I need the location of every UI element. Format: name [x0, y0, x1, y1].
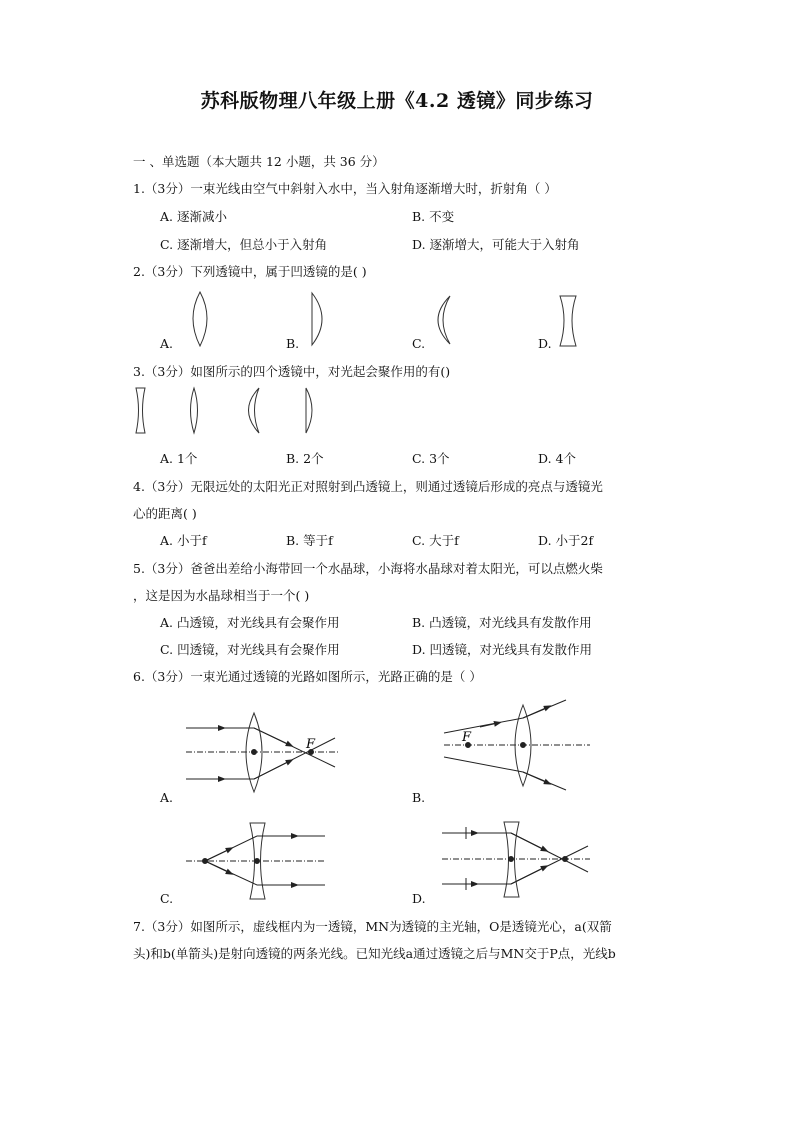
q6-diagram-c [186, 823, 325, 899]
q6-b-focus-label: F [462, 730, 472, 745]
q6-diagram-d [442, 822, 590, 897]
q3-option-d: D. 4个 [538, 451, 576, 466]
q2-option-b: B. [286, 336, 300, 351]
q4-option-c: C. 大于f [412, 533, 459, 548]
q2-option-d: D. [538, 336, 552, 351]
question-5-stem-line2: ，这是因为水晶球相当于一个( ) [133, 588, 310, 603]
q6-option-a: A. [160, 790, 174, 805]
section-heading: 一 、单选题（本大题共 12 小题，共 36 分） [133, 154, 385, 169]
question-7-stem-line2: 头)和b(单箭头)是射向透镜的两条光线。已知光线a通过透镜之后与MN交于P点，光线b [133, 946, 616, 961]
question-1-stem: 1.（3分）一束光线由空气中斜射入水中，当入射角逐渐增大时，折射角（ ） [133, 181, 557, 196]
q6-option-b: B. [412, 790, 426, 805]
q5-option-d: D. 凹透镜，对光线具有发散作用 [412, 642, 593, 657]
question-4-stem-line2: 心的距离( ) [133, 506, 197, 521]
question-7-stem-line1: 7.（3分）如图所示，虚线框内为一透镜，MN为透镜的主光轴，O是透镜光心，a(双箭 [133, 919, 612, 934]
question-5-stem-line1: 5.（3分）爸爸出差给小海带回一个水晶球，小海将水晶球对着太阳光，可以点燃火柴 [133, 561, 603, 576]
q1-option-a: A. 逐渐减小 [160, 209, 227, 224]
q4-option-d: D. 小于2f [538, 533, 594, 548]
q5-option-b: B. 凸透镜，对光线具有发散作用 [412, 615, 592, 630]
page-title: 苏科版物理八年级上册《4.2 透镜》同步练习 [200, 90, 594, 112]
q6-diagram-b [444, 700, 590, 790]
q2-option-a: A. [160, 336, 174, 351]
q4-option-b: B. 等于f [286, 533, 333, 548]
question-3-stem: 3.（3分）如图所示的四个透镜中，对光起会聚作用的有() [133, 364, 451, 379]
q6-diagram-a [186, 713, 340, 792]
q1-option-d: D. 逐渐增大，可能大于入射角 [412, 237, 580, 252]
q2-option-c: C. [412, 336, 426, 351]
q6-option-d: D. [412, 891, 426, 906]
q1-option-c: C. 逐渐增大，但总小于入射角 [160, 237, 328, 252]
q6-option-c: C. [160, 891, 174, 906]
q3-option-c: C. 3个 [412, 451, 450, 466]
q5-option-c: C. 凹透镜，对光线具有会聚作用 [160, 642, 340, 657]
q1-option-b: B. 不变 [412, 209, 455, 224]
q3-option-b: B. 2个 [286, 451, 324, 466]
question-6-stem: 6.（3分）一束光通过透镜的光路如图所示，光路正确的是（ ） [133, 669, 482, 684]
q4-option-a: A. 小于f [160, 533, 207, 548]
question-4-stem-line1: 4.（3分）无限远处的太阳光正对照射到凸透镜上，则通过透镜后形成的亮点与透镜光 [133, 479, 603, 494]
question-2-stem: 2.（3分）下列透镜中，属于凹透镜的是( ) [133, 264, 367, 279]
q6-a-focus-label: F [306, 737, 316, 752]
q3-option-a: A. 1个 [160, 451, 198, 466]
q5-option-a: A. 凸透镜，对光线具有会聚作用 [160, 615, 340, 630]
